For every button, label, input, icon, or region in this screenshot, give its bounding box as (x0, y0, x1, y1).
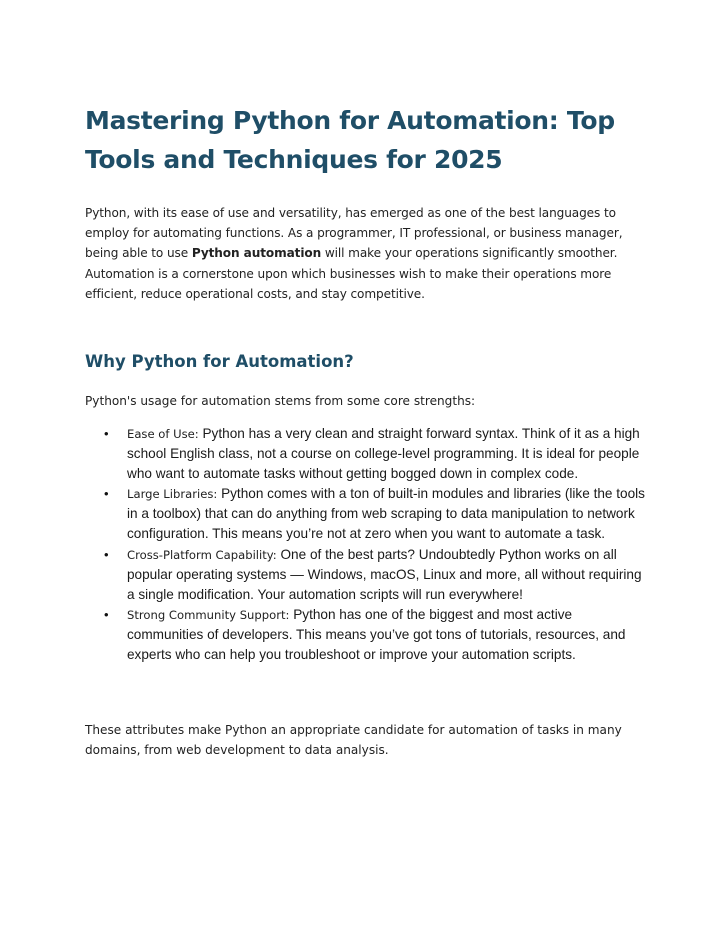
list-item-text: Python comes with a ton of built-in modules and libraries (like the tools in a toolbox) that can do anything from web scraping to data manipulation to network configuration. This means you’re not at zero when you want to automate a task. (127, 486, 645, 542)
list-item-term: Large Libraries: (127, 487, 218, 502)
list-item-term: Cross-Platform Capability: (127, 547, 277, 562)
bullet-icon: • (104, 606, 109, 622)
bullet-icon: • (104, 486, 109, 502)
bullet-icon: • (104, 546, 109, 562)
bullet-icon: • (104, 426, 109, 441)
list-item-text: Python has a very clean and straight forward syntax. Think of it as a high school English class, not a course on college-level programming. It is ideal for people who want to automate tasks without getting bogged down in complex code. (127, 426, 640, 482)
intro-text-start: Python, with its ease of use and versatility, has emerged as one of the best languages to employ for automating functions. As a programmer, IT professional, or business manager, being able to use (85, 206, 623, 261)
list-item-cross-platform (100, 545, 645, 605)
intro-text-end: will make your operations significantly smoother. Automation is a cornerstone upon which businesses wish to make their operations more efficient, reduce operational costs, and stay competitive. (85, 246, 618, 301)
intro-bold-phrase: Python automation (191, 246, 322, 261)
strengths-list (100, 424, 645, 665)
article-title (85, 101, 645, 179)
list-item-community-support (100, 605, 645, 665)
intro-paragraph (85, 203, 645, 304)
closing-paragraph: These attributes make Python an appropriate candidate for automation of tasks in many domains, from web development to data analysis. (85, 723, 622, 758)
section-heading: Why Python for Automation? (85, 352, 354, 371)
list-item-large-libraries (100, 484, 645, 544)
list-item-ease-of-use (100, 424, 645, 484)
article-title-line-1: Mastering Python for Automation: Top (85, 106, 615, 135)
list-item-term: Ease of Use: (127, 427, 199, 441)
list-item-text: One of the best parts? Undoubtedly Python works on all popular operating systems — Windows, macOS, Linux and more, all without requiring a single modification. Your automation scripts will run everywhere! (127, 546, 642, 602)
section-lead: Python's usage for automation stems from some core strengths: (85, 394, 476, 408)
article-title-line-2: Tools and Techniques for 2025 (85, 145, 503, 174)
list-item-text: Python has one of the biggest and most active communities of developers. This means you’ve got tons of tutorials, resources, and experts who can help you troubleshoot or improve your automation scripts. (127, 606, 626, 663)
list-item-term: Strong Community Support: (127, 607, 290, 622)
